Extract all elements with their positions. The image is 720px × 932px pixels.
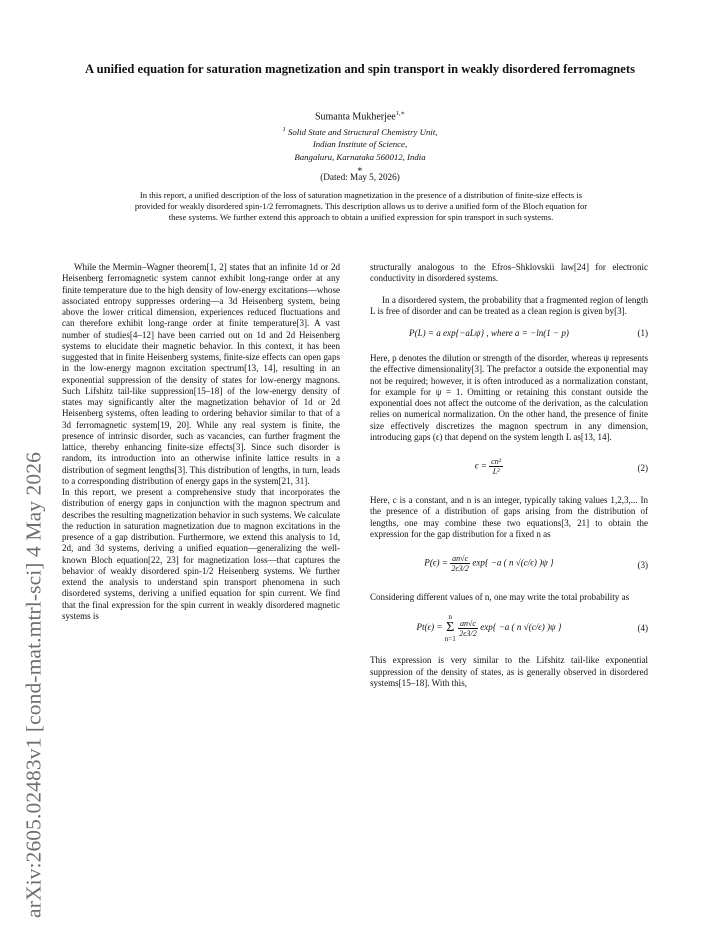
equation-3-denominator: 2ϵ3/2 — [451, 564, 469, 573]
author-name: Sumanta Mukherjee — [314, 111, 396, 123]
equation-2 — [370, 449, 648, 489]
equation-4-sum — [445, 613, 456, 643]
author-superscript: 1,∗ — [395, 110, 406, 117]
equation-2-body — [370, 457, 608, 476]
equation-4-body — [370, 613, 608, 643]
affiliation-line-3: Bangaluru, Karnataka 560012, India — [294, 151, 426, 162]
right-paragraph-4: Considering different values of n, one may write the total probability as — [370, 592, 630, 602]
equation-1-number: (1) — [637, 328, 648, 338]
dated-line: (Dated: May 5, 2026) — [320, 172, 400, 182]
equation-4-rhs: exp{ −a ( n √(c/ϵ) )ψ } — [480, 622, 562, 633]
affiliation-line-2: Indian Institute of Science, — [312, 139, 408, 150]
right-paragraph-0: structurally analogous to the Efros–Shklovskii law[24] for electronic conductivity in disordered systems. — [370, 262, 648, 284]
affiliation-line-1 — [80, 124, 640, 138]
arxiv-identifier: arXiv:2605.02483v1 [cond-mat.mtrl-sci] 4 May 2026 — [21, 452, 46, 918]
equation-4-fraction — [458, 619, 478, 638]
equation-2-fraction — [489, 457, 503, 476]
equation-3-body — [370, 554, 608, 573]
affiliation-text-1: Solid State and Structural Chemistry Unit, — [287, 126, 438, 137]
equation-4-sum-top: n — [448, 613, 452, 622]
affiliation-superscript: 1 — [282, 125, 286, 133]
paper-title: A unified equation for saturation magnetization and spin transport in weakly disordered ferromagnets — [85, 62, 635, 76]
equation-1-body: P(L) = a exp{−aLψ} , where a = −ln(1 − p) — [409, 328, 569, 338]
right-column — [370, 262, 648, 689]
equation-2-lhs: ϵ = — [474, 460, 487, 471]
equation-3-numerator: an√c — [452, 554, 469, 563]
arxiv-sidebar — [17, 205, 51, 918]
equation-4-denominator: 2ϵ3/2 — [459, 628, 477, 638]
abstract: In this report, a unified description of the loss of saturation magnetization in the presence of a distribution of finite-size effects is provided for weakly disordered spin-1/2 ferromagnets. This description allows us to derive a unified form of the Bloch equation for these systems. We further extend this approach to obtain a unified expression for spin transport in such systems. — [134, 190, 588, 222]
equation-2-denominator: L² — [492, 467, 500, 476]
right-paragraph-3: Here, c is a constant, and n is an integer, typically taking values 1,2,3,... In the presence of a distribution of gaps arising from the distribution of lengths, one may combine these two equations[3, 21] to obtain the expression for the gap distribution for a fixed n as — [370, 495, 648, 539]
equation-3-lhs: P(ϵ) = — [424, 557, 448, 568]
equation-3 — [370, 546, 648, 586]
right-paragraph-5: This expression is very similar to the Lifshitz tail-like exponential suppression of the density of states, as is generally observed in disordered systems[15–18]. With this, — [370, 655, 648, 688]
left-column — [62, 262, 340, 622]
equation-1 — [370, 323, 648, 347]
author-block — [80, 108, 640, 176]
equation-4-sum-bottom: n=1 — [444, 635, 456, 644]
equation-4-number: (4) — [637, 623, 648, 634]
equation-4-numerator: an√c — [460, 618, 476, 628]
intro-paragraph-2: In this report, we present a comprehensive study that incorporates the distribution of energy gaps in conjunction with the magnon spectrum and describes the resulting magnetization behavior in such systems. We calculate the reduction in saturation magnetization due to magnon excitations in the presence of a gap distribution. Furthermore, we extend this analysis to 1d, 2d, and 3d systems, deriving a unified equation—generalizing the well-known Bloch equation[22, 23] for magnetization loss—that captures the behavior of weakly disordered spin-1/2 Heisenberg systems. We further extend the analysis to understand spin transport phenomena in such disordered systems, deriving a unified equation for spin current. We find that the final expression for the spin current in weakly disordered magnetic systems is — [62, 487, 340, 621]
intro-paragraph-1: While the Mermin–Wagner theorem[1, 2] states that an infinite 1d or 2d Heisenberg ferromagnetic system cannot exhibit long-range order at any finite temperature due to the high density of low-energy excitations—whose associated entropy suppresses ordering—a 3d Heisenberg system, being above the lower critical dimension, experiences reduced fluctuations and can therefore exhibit long-range order at finite temperature[3]. A vast number of studies[4–12] have been carried out on 1d and 2d Heisenberg systems to elucidate their magnetic behavior. In this context, it has been suggested that in finite Heisenberg systems, finite-size effects can open gaps in the low-energy magnon excitation spectrum[13, 14], resulting in an exponential suppression of the density of states for low-energy magnons. Such Lifshitz tail-like suppression[15–18] of the low-energy density of states may significantly alter the magnetization behavior of 1d or 2d Heisenberg systems, often leading to ordering behavior similar to that of a 3d ferromagnetic system[19, 20]. While any real system is finite, the presence of intrinsic disorder, such as vacancies, can further fragment the lattice, thereby enhancing finite-size effects[3]. Since such disorder is random, its introduction into an otherwise infinite lattice results in a distribution of segment lengths[3]. This distribution of lengths, in turn, leads to a corresponding distribution of energy gaps in the system[21, 31]. — [62, 262, 340, 486]
equation-3-number: (3) — [637, 560, 648, 570]
equation-2-numerator: cn² — [491, 457, 502, 466]
equation-4 — [370, 609, 648, 649]
equation-3-rhs: exp{ −a ( n √(c/ϵ) )ψ } — [472, 557, 554, 568]
equation-4-lhs: Pt(ϵ) = — [416, 622, 443, 633]
right-paragraph-2: Here, p denotes the dilution or strength of the disorder, whereas ψ represents the effective dimensionality[3]. The prefactor a outside the exponential may not be required; however, it is often introduced as a normalization constant, for example for ψ = 1. Omitting or retaining this constant outside the exponential does not affect the outcome of the derivation, as the calculation relies on numerical normalization. On the other hand, the presence of finite size effectively discretizes the magnon spectrum in any dimension, introducing gaps (ϵ) that depend on the system length L as[13, 14]. — [370, 353, 648, 442]
corresponding-star: ∗ — [357, 164, 363, 175]
equation-2-number: (2) — [637, 463, 648, 473]
right-paragraph-1: In a disordered system, the probability that a fragmented region of length L is free of disorder and can be treated as a clean region is given by[3]. — [370, 294, 648, 316]
sigma-symbol: Σ — [446, 620, 455, 636]
equation-3-fraction — [450, 554, 470, 573]
